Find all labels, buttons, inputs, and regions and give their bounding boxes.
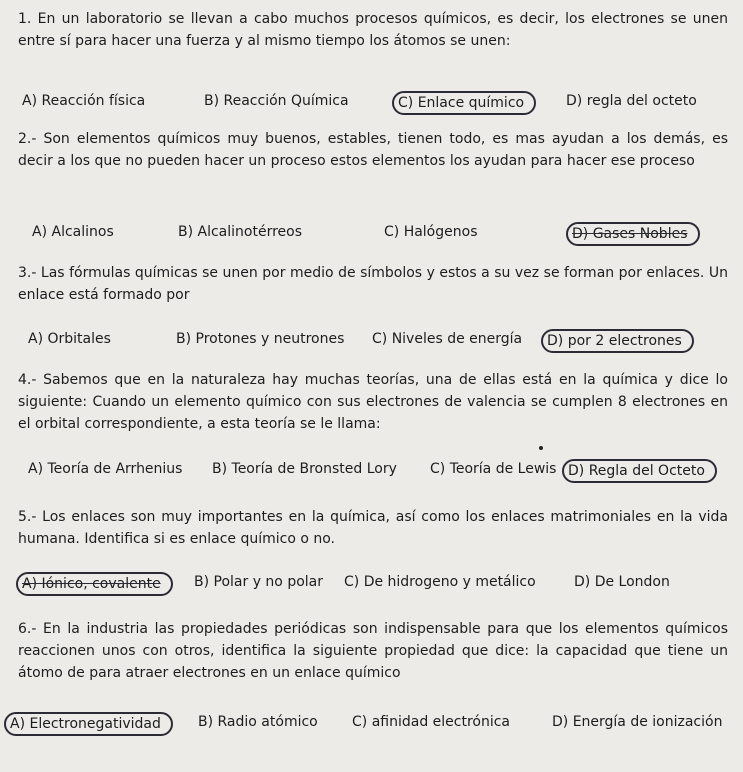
question-4-text: 4.- Sabemos que en la naturaleza hay muchas teorías, una de ellas está en la química y dice lo siguiente: Cuando un elemento químico con sus electrones de valencia se cumplen 8 electrones en el orbital correspondiente, a esta teoría se le llama:: [18, 372, 728, 432]
question-6-options: [0, 709, 743, 735]
q3-option-b[interactable]: B) Protones y neutrones: [176, 331, 345, 347]
question-2-options: [0, 219, 743, 245]
q5-option-c[interactable]: C) De hidrogeno y metálico: [344, 574, 536, 590]
question-5-text: 5.- Los enlaces son muy importantes en la química, así como los enlaces matrimoniales en la vida humana. Identifica si es enlace químico o no.: [18, 509, 728, 547]
q6-option-b[interactable]: B) Radio atómico: [198, 714, 318, 730]
q4-option-c[interactable]: C) Teoría de Lewis: [430, 461, 557, 477]
question-3-text: 3.- Las fórmulas químicas se unen por medio de símbolos y estos a su vez se forman por enlaces. Un enlace está formado por: [18, 265, 728, 303]
q4-option-a[interactable]: A) Teoría de Arrhenius: [28, 461, 183, 477]
question-6-text: 6.- En la industria las propiedades periódicas son indispensable para que los elementos químicos reaccionen unos con otros, identifica la siguiente propiedad que dice: la capacidad que tiene un átomo de para atraer electrones en un enlace químico: [18, 621, 728, 681]
q2-option-a[interactable]: A) Alcalinos: [32, 224, 114, 240]
question-1-text: 1. En un laboratorio se llevan a cabo muchos procesos químicos, es decir, los electrones se unen entre sí para hacer una fuerza y al mismo tiempo los átomos se unen:: [18, 11, 728, 49]
q6-option-d[interactable]: D) Energía de ionización: [552, 714, 723, 730]
q6-option-a-circled[interactable]: A) Electronegatividad: [4, 712, 173, 736]
q1-option-a[interactable]: A) Reacción física: [22, 93, 146, 109]
question-1-options: [0, 88, 743, 114]
pen-mark: [539, 446, 543, 450]
q4-option-d-circled[interactable]: D) Regla del Octeto: [562, 459, 717, 483]
question-2-text: 2.- Son elementos químicos muy buenos, estables, tienen todo, es mas ayudan a los demás, es decir a los que no pueden hacer un proceso estos elementos los ayudan para hacer ese proceso: [18, 131, 728, 169]
q4-option-b[interactable]: B) Teoría de Bronsted Lory: [212, 461, 397, 477]
question-3-options: [0, 326, 743, 352]
q1-option-c-circled[interactable]: C) Enlace químico: [392, 91, 536, 115]
question-4-options: [0, 456, 743, 482]
q5-option-b[interactable]: B) Polar y no polar: [194, 574, 324, 590]
q1-option-d[interactable]: D) regla del octeto: [566, 93, 697, 109]
q5-option-d[interactable]: D) De London: [574, 574, 670, 590]
question-5-options: [0, 569, 743, 595]
q6-option-c[interactable]: C) afinidad electrónica: [352, 714, 511, 730]
q3-option-c[interactable]: C) Niveles de energía: [372, 331, 523, 347]
q2-option-d-circled[interactable]: D) Gases Nobles: [566, 222, 700, 246]
q5-option-a-circled[interactable]: A) Iónico, covalente: [16, 572, 173, 596]
q1-option-b[interactable]: B) Reacción Química: [204, 93, 349, 109]
q2-option-c[interactable]: C) Halógenos: [384, 224, 478, 240]
q3-option-d-circled[interactable]: D) por 2 electrones: [541, 329, 694, 353]
q2-option-b[interactable]: B) Alcalinotérreos: [178, 224, 303, 240]
q3-option-a[interactable]: A) Orbitales: [28, 331, 111, 347]
